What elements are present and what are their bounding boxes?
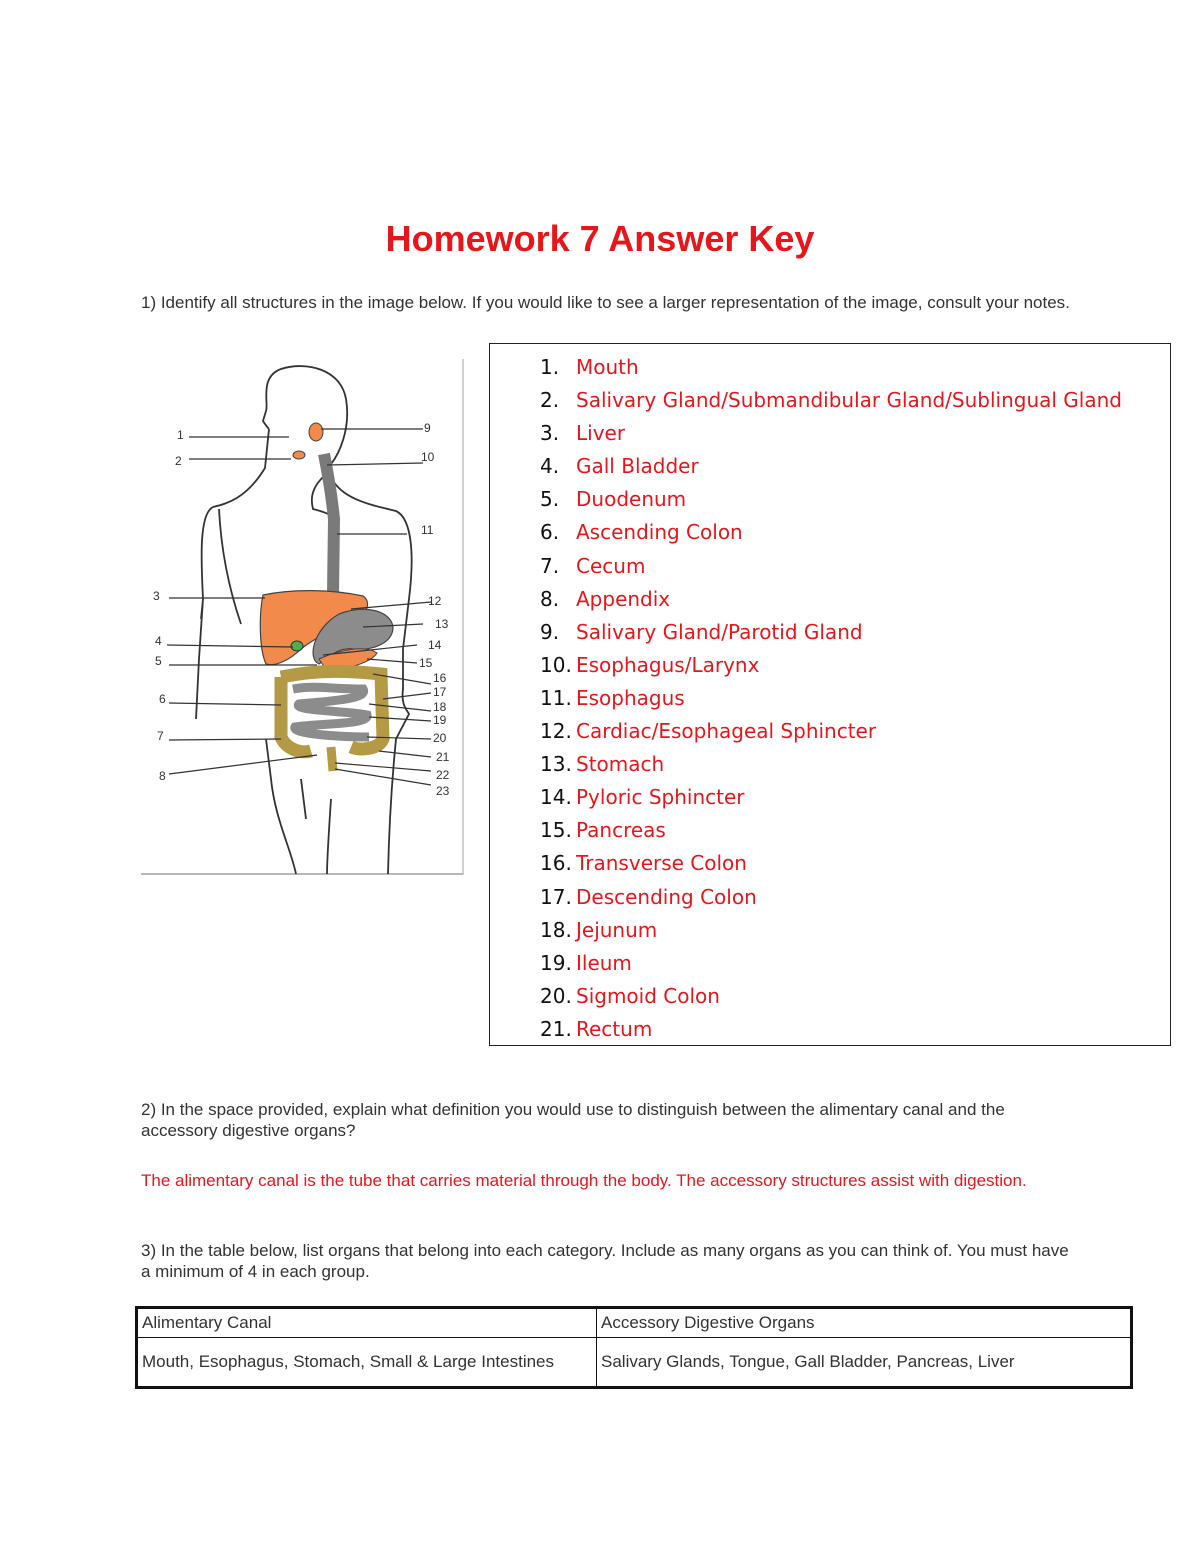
table-cell: Salivary Glands, Tongue, Gall Bladder, Pancreas, Liver [597,1338,1132,1388]
figure-label: 18 [433,700,447,714]
figure-label: 8 [159,769,166,783]
figure-label: 5 [155,654,162,668]
figure-label: 22 [436,768,450,782]
figure-label: 10 [421,450,435,464]
question-1: 1) Identify all structures in the image below. If you would like to see a larger representation of the image, consult your notes. [141,293,1070,312]
figure-label: 11 [421,523,434,537]
digestive-system-figure [141,359,465,875]
figure-label: 17 [433,685,447,699]
answer-key-list [540,351,1122,1046]
figure-number-labels [141,359,465,875]
figure-label: 14 [428,638,442,652]
list-item: 9. Salivary Gland/Parotid Gland [540,619,863,644]
page-title: Homework 7 Answer Key [385,218,815,259]
figure-label: 15 [419,656,433,670]
list-item: 21. Rectum [540,1016,653,1041]
list-item: 14. Pyloric Sphincter [540,785,745,810]
list-item: 5. Duodenum [540,487,687,512]
list-item: 15. Pancreas [540,818,666,843]
list-item: 19. Ileum [540,950,632,975]
list-item: 7. Cecum [540,553,646,578]
answer-key-box [489,343,1171,1046]
list-item: 18. Jejunum [540,917,658,942]
list-item: 13. Stomach [540,752,665,777]
figure-label: 7 [157,729,164,743]
figure-label: 21 [436,750,450,764]
list-item: 16. Transverse Colon [540,851,747,876]
table-row [137,1338,1132,1388]
figure-label: 9 [424,421,431,435]
list-item: 10. Esophagus/Larynx [540,652,760,677]
list-item: 11. Esophagus [540,685,685,710]
list-item: 3. Liver [540,421,626,446]
figure-label: 20 [433,731,447,745]
figure-label: 1 [177,428,184,442]
answer-2: The alimentary canal is the tube that carries material through the body. The accessory structures assist with digestion. [141,1171,1027,1190]
list-item: 1. Mouth [540,355,639,379]
table-header-cell: Accessory Digestive Organs [597,1308,1132,1338]
question-2: 2) In the space provided, explain what definition you would use to distinguish between the alimentary canal and the accessory digestive organs? [141,1100,1005,1140]
list-item: 12. Cardiac/Esophageal Sphincter [540,719,877,744]
figure-label: 13 [435,617,449,631]
table-header-cell: Alimentary Canal [137,1308,597,1338]
figure-label: 12 [428,594,442,608]
list-item: 6. Ascending Colon [540,520,743,545]
figure-label: 4 [155,634,162,648]
table-cell: Mouth, Esophagus, Stomach, Small & Large Intestines [137,1338,597,1388]
list-item: 20. Sigmoid Colon [540,983,720,1008]
question-3: 3) In the table below, list organs that belong into each category. Include as many organs as you can think of. You must have a minimum of 4 in each group. [141,1241,1069,1281]
figure-label: 6 [159,692,166,706]
figure-label: 16 [433,671,447,685]
list-item: 2. Salivary Gland/Submandibular Gland/Sublingual Gland [540,388,1122,413]
list-item: 17. Descending Colon [540,884,757,909]
figure-label: 2 [175,454,182,468]
table-header-row [137,1308,1132,1338]
figure-label: 19 [433,713,447,727]
list-item: 4. Gall Bladder [540,454,699,479]
list-item: 8. Appendix [540,586,671,611]
figure-label: 3 [153,589,160,603]
category-table [135,1306,1133,1389]
figure-label: 23 [436,784,450,798]
